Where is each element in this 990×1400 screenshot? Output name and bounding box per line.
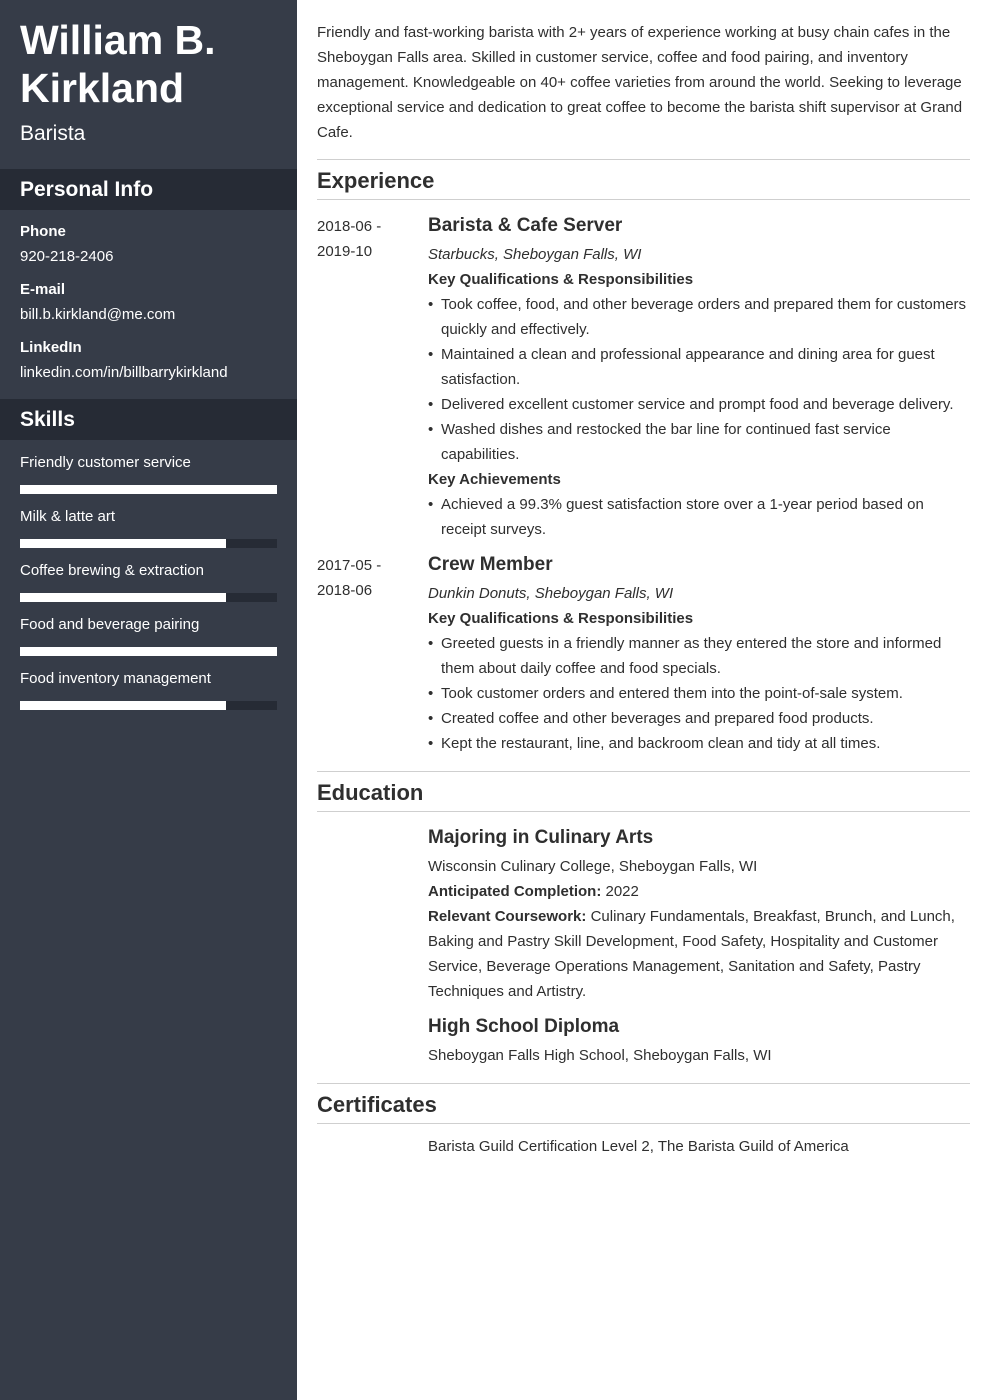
skill-level-fill bbox=[20, 485, 277, 494]
skill-level-bar bbox=[20, 485, 277, 494]
school-name: Wisconsin Culinary College, Sheboygan Falls, WI bbox=[428, 858, 758, 875]
skill-level-fill bbox=[20, 593, 226, 602]
education-details bbox=[428, 1015, 970, 1068]
candidate-name: William B. Kirkland bbox=[20, 17, 216, 111]
education-section bbox=[317, 771, 970, 1068]
degree-title: Majoring in Culinary Arts bbox=[428, 827, 654, 848]
job-date-end: 2019-10 bbox=[317, 243, 373, 260]
skills-header: Skills bbox=[0, 399, 297, 440]
personal-info-header: Personal Info bbox=[0, 169, 297, 210]
job-date-start: 2018-06 - bbox=[317, 218, 382, 235]
phone-label: Phone bbox=[20, 223, 66, 240]
skill-name: Milk & latte art bbox=[20, 508, 116, 525]
coursework-value: Culinary Fundamentals, Breakfast, Brunch, and Lunch, Baking and Pastry Skill Development, Food Safety, Hospitality and Customer Service, Beverage Operations Management, Sanitation and Safety, Pastry Techniques and Artistry. bbox=[428, 908, 955, 1000]
achievements-list bbox=[428, 492, 970, 542]
achievements-heading: Key Achievements bbox=[428, 471, 561, 488]
list-item: • Greeted guests in a friendly manner as they entered the store and informed them about daily coffee and food specials. bbox=[428, 631, 970, 681]
email-value: bill.b.kirkland@me.com bbox=[20, 306, 176, 323]
skills-list bbox=[0, 453, 297, 710]
job-company: Dunkin Donuts, Sheboygan Falls, WI bbox=[428, 585, 674, 602]
list-item: • Washed dishes and restocked the bar line for continued fast service capabilities. bbox=[428, 417, 970, 467]
job-entry bbox=[317, 553, 970, 756]
responsibilities-list bbox=[428, 631, 970, 756]
responsibilities-heading: Key Qualifications & Responsibilities bbox=[428, 610, 694, 627]
personal-info bbox=[0, 222, 297, 383]
school-name: Sheboygan Falls High School, Sheboygan Falls, WI bbox=[428, 1047, 772, 1064]
skill-name: Food and beverage pairing bbox=[20, 616, 200, 633]
list-item: • Created coffee and other beverages and prepared food products. bbox=[428, 706, 970, 731]
certificate-entry bbox=[317, 1134, 970, 1159]
experience-section bbox=[317, 159, 970, 756]
education-dates bbox=[317, 1015, 428, 1068]
education-entry bbox=[317, 1015, 970, 1068]
experience-header: Experience bbox=[317, 160, 970, 200]
completion-line bbox=[428, 879, 970, 904]
job-title: Barista & Cafe Server bbox=[428, 215, 623, 236]
list-item: • Maintained a clean and professional appearance and dining area for guest satisfaction. bbox=[428, 342, 970, 392]
skill-item bbox=[20, 507, 277, 548]
skill-level-bar bbox=[20, 701, 277, 710]
job-date-end: 2018-06 bbox=[317, 582, 373, 599]
skill-item bbox=[20, 561, 277, 602]
coursework-line bbox=[428, 904, 970, 1004]
skill-level-bar bbox=[20, 647, 277, 656]
linkedin-label: LinkedIn bbox=[20, 339, 82, 356]
skill-name: Coffee brewing & extraction bbox=[20, 562, 204, 579]
skill-item bbox=[20, 615, 277, 656]
skill-level-fill bbox=[20, 647, 277, 656]
certificate-name: Barista Guild Certification Level 2, The Barista Guild of America bbox=[428, 1138, 849, 1155]
skill-item bbox=[20, 453, 277, 494]
education-dates bbox=[317, 826, 428, 1004]
summary: Friendly and fast-working barista with 2+ years of experience working at busy chain cafes in the Sheboygan Falls area. Skilled in customer service, coffee and food pairing, and inventory management. Knowledgeable on 40+ coffee varieties from around the world. Seeking to leverage exceptional service and dedication to great coffee to become the barista shift supervisor at Grand Cafe. bbox=[317, 24, 963, 141]
phone-value: 920-218-2406 bbox=[20, 248, 114, 265]
job-date-start: 2017-05 - bbox=[317, 557, 382, 574]
list-item: • Took coffee, food, and other beverage orders and prepared them for customers quickly and effectively. bbox=[428, 292, 970, 342]
list-item: • Delivered excellent customer service and prompt food and beverage delivery. bbox=[428, 392, 970, 417]
list-item: • Took customer orders and entered them into the point-of-sale system. bbox=[428, 681, 970, 706]
job-entry bbox=[317, 214, 970, 542]
skill-name: Food inventory management bbox=[20, 670, 211, 687]
skill-name: Friendly customer service bbox=[20, 454, 191, 471]
email-label: E-mail bbox=[20, 281, 66, 298]
list-item: • Achieved a 99.3% guest satisfaction store over a 1-year period based on receipt surveys. bbox=[428, 492, 970, 542]
candidate-title: Barista bbox=[20, 122, 86, 145]
education-entry bbox=[317, 826, 970, 1004]
list-item: • Kept the restaurant, line, and backroom clean and tidy at all times. bbox=[428, 731, 970, 756]
responsibilities-list bbox=[428, 292, 970, 467]
certificates-header: Certificates bbox=[317, 1084, 970, 1124]
completion-label: Anticipated Completion: bbox=[428, 883, 602, 900]
education-details bbox=[428, 826, 970, 1004]
job-title: Crew Member bbox=[428, 554, 553, 575]
certificate-dates bbox=[317, 1134, 428, 1159]
linkedin-value: linkedin.com/in/billbarrykirkland bbox=[20, 364, 228, 381]
job-details bbox=[428, 553, 970, 756]
job-details bbox=[428, 214, 970, 542]
main-content bbox=[317, 0, 970, 1159]
skill-item bbox=[20, 669, 277, 710]
skill-level-bar bbox=[20, 593, 277, 602]
certificates-section bbox=[317, 1083, 970, 1159]
completion-value: 2022 bbox=[605, 883, 639, 900]
skill-level-fill bbox=[20, 539, 226, 548]
coursework-label: Relevant Coursework: bbox=[428, 908, 587, 925]
job-dates bbox=[317, 214, 428, 542]
responsibilities-heading: Key Qualifications & Responsibilities bbox=[428, 271, 694, 288]
degree-title: High School Diploma bbox=[428, 1016, 620, 1037]
certificate-details bbox=[428, 1134, 970, 1159]
job-company: Starbucks, Sheboygan Falls, WI bbox=[428, 246, 642, 263]
job-dates bbox=[317, 553, 428, 756]
skill-level-bar bbox=[20, 539, 277, 548]
skill-level-fill bbox=[20, 701, 226, 710]
sidebar bbox=[0, 0, 297, 1400]
education-header: Education bbox=[317, 772, 970, 812]
